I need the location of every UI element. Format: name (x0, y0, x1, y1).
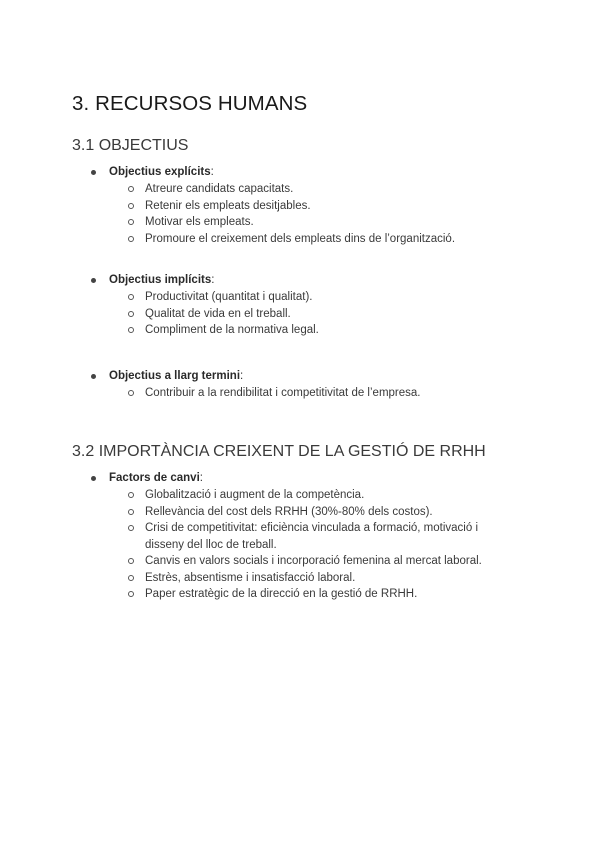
group-label: Objectius explícits (109, 166, 211, 178)
sub-bullet-circle-icon (128, 186, 134, 192)
sub-bullet-circle-icon (128, 327, 134, 333)
sub-bullet-text: Promoure el creixement dels empleats dins de l’organització. (145, 232, 456, 245)
group-label: Objectius implícits (109, 274, 212, 286)
sub-bullet-circle-icon (128, 525, 134, 531)
sub-bullet-item (0, 586, 505, 603)
page-title: 3. RECURSOS HUMANS (72, 92, 308, 115)
sub-bullet-text: Canvis en valors socials i incorporació femenina al mercat laboral. (145, 555, 482, 567)
group-objectius-explicits (0, 164, 600, 247)
section-heading-objectius: 3.1 OBJECTIUS (72, 137, 189, 154)
sub-bullet-circle-icon (128, 558, 134, 564)
sub-bullet-circle-icon (128, 219, 134, 225)
sub-bullet-circle-icon (128, 492, 134, 498)
sub-bullet-text: Paper estratègic de la direcció en la gestió de RRHH. (145, 588, 418, 600)
sub-bullet-item (0, 553, 505, 570)
group-label-suffix: : (240, 370, 244, 382)
sub-bullet-text: Qualitat de vida en el treball. (145, 307, 291, 320)
group-label-suffix: : (210, 166, 214, 178)
sub-bullet-text: Crisi de competitivitat: eficiència vinculada a formació, motivació i disseny del lloc de treball. (145, 522, 478, 551)
group-label-suffix: : (211, 274, 215, 286)
group-label: Factors de canvi (109, 472, 200, 484)
bullet-dot-icon (91, 374, 96, 379)
sub-bullet-item (0, 289, 505, 306)
group-label: Objectius a llarg termini (109, 370, 241, 382)
sub-bullet-circle-icon (128, 575, 134, 581)
section-heading-importancia: 3.2 IMPORTÀNCIA CREIXENT DE LA GESTIÓ DE RRHH (72, 443, 486, 460)
sub-bullet-item (0, 504, 505, 521)
group-objectius-llarg-termini (0, 368, 600, 402)
group-factors-de-canvi (0, 470, 600, 603)
sub-bullet-item (0, 385, 505, 402)
sub-bullet-circle-icon (128, 311, 134, 317)
sub-bullet-circle-icon (128, 591, 134, 597)
sub-bullet-item (0, 487, 505, 504)
sub-bullet-text: Atreure candidats capacitats. (145, 183, 294, 195)
sub-bullet-text: Retenir els empleats desitjables. (145, 199, 311, 212)
sub-bullet-text: Globalització i augment de la competència. (145, 489, 365, 501)
sub-bullet-item (0, 181, 505, 198)
bullet-item (0, 164, 600, 181)
bullet-item (0, 470, 600, 487)
sub-bullet-circle-icon (128, 390, 134, 396)
bullet-dot-icon (91, 278, 96, 283)
sub-bullet-item (0, 198, 505, 215)
bullet-dot-icon (91, 476, 96, 481)
sub-bullet-text: Contribuir a la rendibilitat i competitivitat de l’empresa. (145, 387, 421, 399)
sub-bullet-text: Estrès, absentisme i insatisfacció laboral. (145, 571, 356, 584)
sub-bullet-circle-icon (128, 509, 134, 515)
sub-bullet-circle-icon (128, 203, 134, 209)
bullet-dot-icon (91, 170, 96, 175)
sub-bullet-item (0, 214, 505, 231)
sub-bullet-item (0, 306, 505, 323)
sub-bullet-item (0, 570, 505, 587)
sub-bullet-text: Compliment de la normativa legal. (145, 324, 319, 336)
sub-bullet-text: Motivar els empleats. (145, 216, 254, 228)
sub-bullet-item (0, 520, 505, 553)
sub-bullet-circle-icon (128, 294, 134, 300)
group-objectius-implicits (0, 272, 600, 339)
sub-bullet-item (0, 322, 505, 339)
sub-bullet-item (0, 231, 505, 248)
group-label-suffix: : (199, 472, 203, 484)
bullet-item (0, 272, 600, 289)
sub-bullet-text: Rellevància del cost dels RRHH (30%-80% dels costos). (145, 505, 433, 518)
sub-bullet-circle-icon (128, 236, 134, 242)
sub-bullet-text: Productivitat (quantitat i qualitat). (145, 291, 313, 303)
bullet-item (0, 368, 600, 385)
